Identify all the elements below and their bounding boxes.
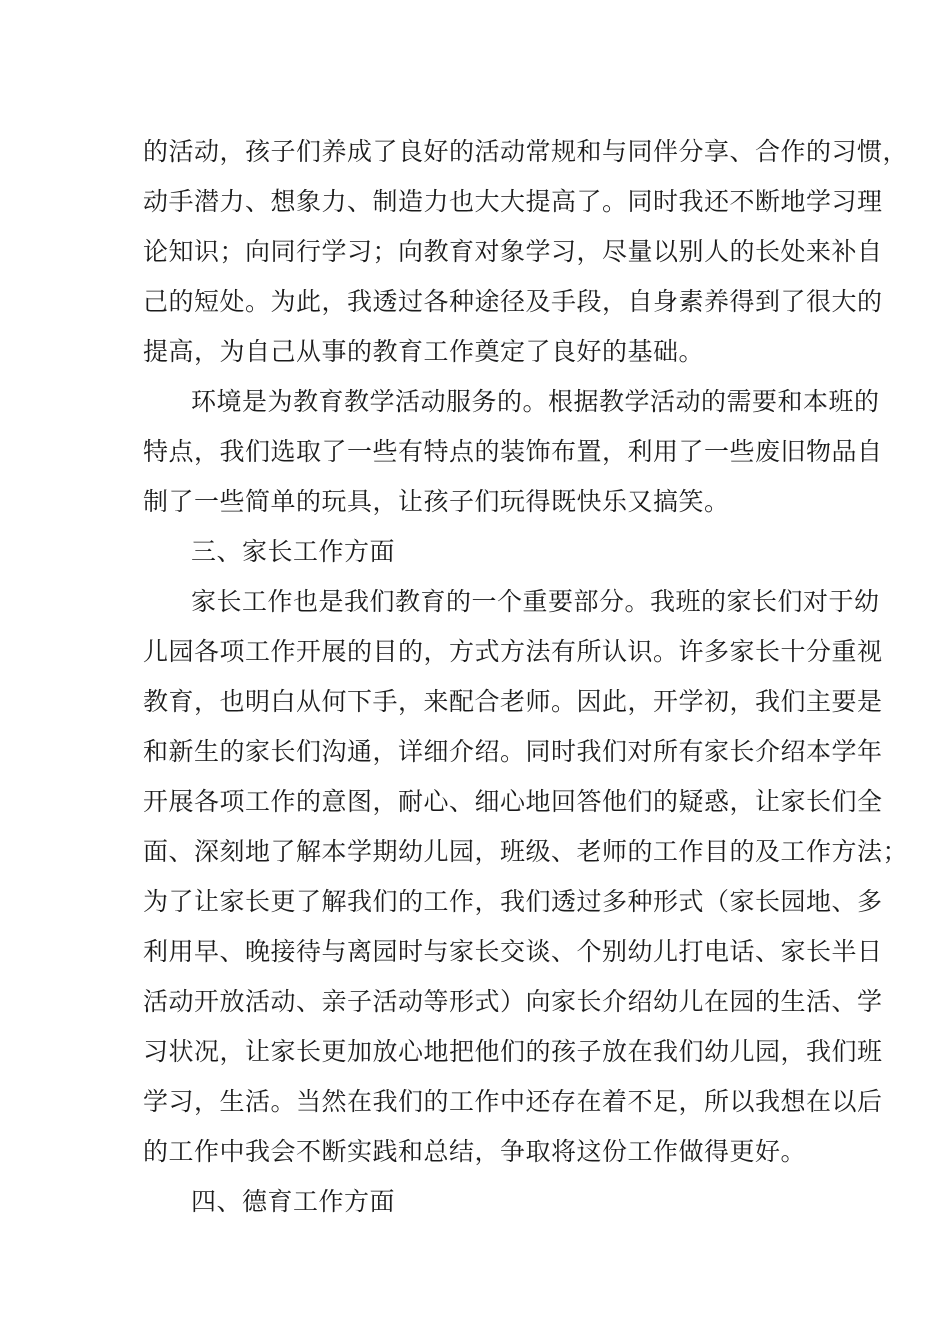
text-line: 儿园各项工作开展的目的，方式方法有所认识。许多家长十分重视 [143,637,883,666]
text-line: 教育，也明白从何下手，来配合老师。因此，开学初，我们主要是 [143,687,883,716]
text-line: 己的短处。为此，我透过各种途径及手段，自身素养得到了很大的 [143,287,883,316]
text-line: 家长工作也是我们教育的一个重要部分。我班的家长们对于幼 [191,587,880,616]
text-line: 特点，我们选取了一些有特点的装饰布置，利用了一些废旧物品自 [143,437,883,466]
text-line: 和新生的家长们沟通，详细介绍。同时我们对所有家长介绍本学年 [143,737,883,766]
text-line: 制了一些简单的玩具，让孩子们玩得既快乐又搞笑。 [143,487,730,516]
text-line: 活动开放活动、亲子活动等形式）向家长介绍幼儿在园的生活、学 [143,987,883,1016]
text-line: 动手潜力、想象力、制造力也大大提高了。同时我还不断地学习理 [143,187,883,216]
paragraph-parent-work [143,577,909,1177]
text-line: 为了让家长更了解我们的工作，我们透过多种形式（家长园地、多 [143,887,883,916]
text-line: 论知识；向同行学习；向教育对象学习，尽量以别人的长处来补自 [143,237,883,266]
text-line: 习状况，让家长更加放心地把他们的孩子放在我们幼儿园，我们班 [143,1037,883,1066]
text-line: 学习，生活。当然在我们的工作中还存在着不足，所以我想在以后 [143,1087,883,1116]
text-line: 利用早、晚接待与离园时与家长交谈、个别幼儿打电话、家长半日 [143,937,883,966]
section-heading-parent-work [143,527,807,577]
section-heading-moral-education [143,1177,807,1227]
document-body [143,127,909,1227]
heading-text: 三、家长工作方面 [191,537,396,566]
text-line: 提高，为自己从事的教育工作奠定了良好的基础。 [143,337,705,366]
paragraph-environment [143,377,883,527]
text-line: 开展各项工作的意图，耐心、细心地回答他们的疑惑，让家长们全 [143,787,883,816]
text-line: 的活动，孩子们养成了良好的活动常规和与同伴分享、合作的习惯， [143,137,909,166]
text-line: 环境是为教育教学活动服务的。根据教学活动的需要和本班的 [191,387,880,416]
heading-text: 四、德育工作方面 [191,1187,396,1216]
text-line: 面、深刻地了解本学期幼儿园，班级、老师的工作目的及工作方法； [143,837,909,866]
paragraph-activities [143,127,909,377]
text-line: 的工作中我会不断实践和总结，争取将这份工作做得更好。 [143,1137,807,1166]
